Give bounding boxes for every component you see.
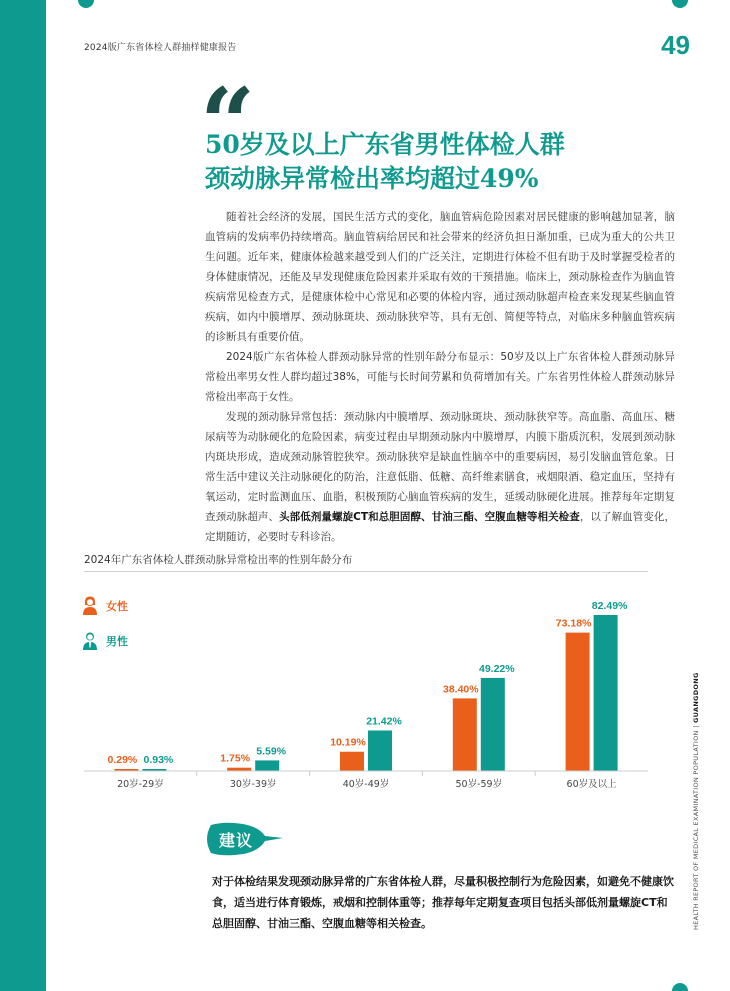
bar-female-3	[453, 698, 477, 771]
bottom-dot-right	[672, 983, 688, 991]
headline-line-2: 颈动脉异常检出率均超过49%	[205, 164, 539, 193]
bar-label-male-4: 82.49%	[591, 600, 628, 612]
bar-male-3	[481, 678, 505, 771]
top-dot-left	[78, 0, 94, 8]
body-paragraph-3-start: 发现的颈动脉异常包括：颈动脉内中膜增厚、颈动脉斑块、颈动脉狭窄等。高血脂、高血压、糖尿病等为动脉硬化的危险因素，病变过程由早期颈动脉内中膜增厚，内膜下脂质沉积，发展到颈动脉内斑块形成，造成颈动脉管腔狭窄。颈动脉狭窄是缺血性脑卒中的重要病因，易引发脑血管危象。日常生活中建议关注动脉硬化的防治，注意低脂、低糖、高纤维素膳食，戒烟限酒、稳定血压，坚持有氧运动，定时监测血压、血脂，积极预防心脑血管疾病的发生，延缓动脉硬化进展。推荐每年定期复查颈动脉超声、	[205, 411, 675, 523]
running-header: 2024版广东省体检人群抽样健康报告	[84, 43, 237, 53]
body-paragraph-3-bold: 头部低剂量螺旋CT和总胆固醇、甘油三酯、空腹血糖等相关检查	[279, 511, 580, 523]
bar-label-female-3: 38.40%	[442, 683, 479, 696]
legend-male-label: 男性	[106, 635, 128, 648]
x-tick-label-1: 30岁-39岁	[229, 779, 277, 790]
body-paragraph-3-end: ，以了解血管变化，定期随访，必要时专科诊治。	[205, 511, 676, 543]
side-caption: HEALTH REPORT OF MEDICAL EXAMINATION POPULATION | GUANGDONG	[692, 672, 700, 930]
advice-label: 建议	[219, 831, 254, 850]
bar-label-male-1: 5.59%	[256, 745, 287, 758]
body-paragraph-3	[205, 407, 675, 547]
bar-chart	[84, 590, 648, 800]
bar-label-female-4: 73.18%	[555, 617, 592, 630]
bar-label-female-0: 0.29%	[107, 754, 138, 766]
bar-female-2	[340, 752, 364, 771]
legend-female-label: 女性	[106, 600, 128, 613]
left-color-band	[0, 0, 46, 991]
quote-mark-icon: “	[200, 67, 256, 180]
bar-female-4	[566, 633, 590, 771]
headline-line-1: 50岁及以上广东省男性体检人群	[205, 130, 565, 159]
bar-label-male-3: 49.22%	[478, 662, 515, 675]
bar-male-2	[368, 730, 392, 771]
bar-male-1	[255, 760, 279, 771]
x-tick-label-3: 50岁-59岁	[455, 779, 503, 790]
top-dot-right	[672, 0, 688, 8]
chart-title-divider	[84, 571, 648, 572]
chart-title: 2024年广东省体检人群颈动脉异常检出率的性别年龄分布	[84, 554, 353, 566]
x-tick-label-0: 20岁-29岁	[117, 779, 164, 790]
bar-label-female-1: 1.75%	[220, 752, 251, 765]
x-tick-label-4: 60岁及以上	[566, 779, 617, 790]
bar-label-male-0: 0.93%	[143, 754, 174, 766]
advice-text: 对于体检结果发现颈动脉异常的广东省体检人群，尽量积极控制行为危险因素，如避免不健康饮食，适当进行体育锻炼，戒烟和控制体重等；推荐每年定期复查项目包括头部低剂量螺旋CT和总胆固醇、甘油三酯、空腹血糖等相关检查。	[212, 875, 674, 930]
side-caption-text: HEALTH REPORT OF MEDICAL EXAMINATION POPULATION	[692, 730, 700, 930]
headline	[205, 128, 565, 196]
bar-label-female-2: 10.19%	[330, 736, 366, 749]
bar-label-male-2: 21.42%	[366, 715, 402, 728]
body-text	[205, 207, 675, 547]
page-number: 49	[661, 30, 690, 60]
body-paragraph-1: 随着社会经济的发展，国民生活方式的变化，脑血管病危险因素对居民健康的影响越加显著，脑血管病的发病率仍持续增高。脑血管病给居民和社会带来的经济负担日渐加重，已成为重大的公共卫生问题。近年来，健康体检越来越受到人们的广泛关注，定期进行体检不但有助于及时掌握受检者的身体健康情况，还能及早发现健康危险因素并采取有效的干预措施。临床上，颈动脉检查作为脑血管疾病常见检查方式，是健康体检中心常见和必要的体检内容，通过颈动脉超声检查来发现某些脑血管疾病，如内中膜增厚、颈动脉斑块、颈动脉狭窄等，具有无创、简便等特点，对临床多种脑血管疾病的诊断具有重要价值。	[205, 211, 675, 343]
body-paragraph-2: 2024版广东省体检人群颈动脉异常的性别年龄分布显示：50岁及以上广东省体检人群颈动脉异常检出率男女性人群均超过38%，可能与长时间劳累和负荷增加有关。广东省男性体检人群颈动脉异常检出率高于女性。	[205, 351, 675, 403]
bar-male-4	[594, 615, 618, 771]
side-caption-region: GUANGDONG	[692, 672, 700, 724]
x-tick-label-2: 40岁-49岁	[342, 779, 390, 790]
